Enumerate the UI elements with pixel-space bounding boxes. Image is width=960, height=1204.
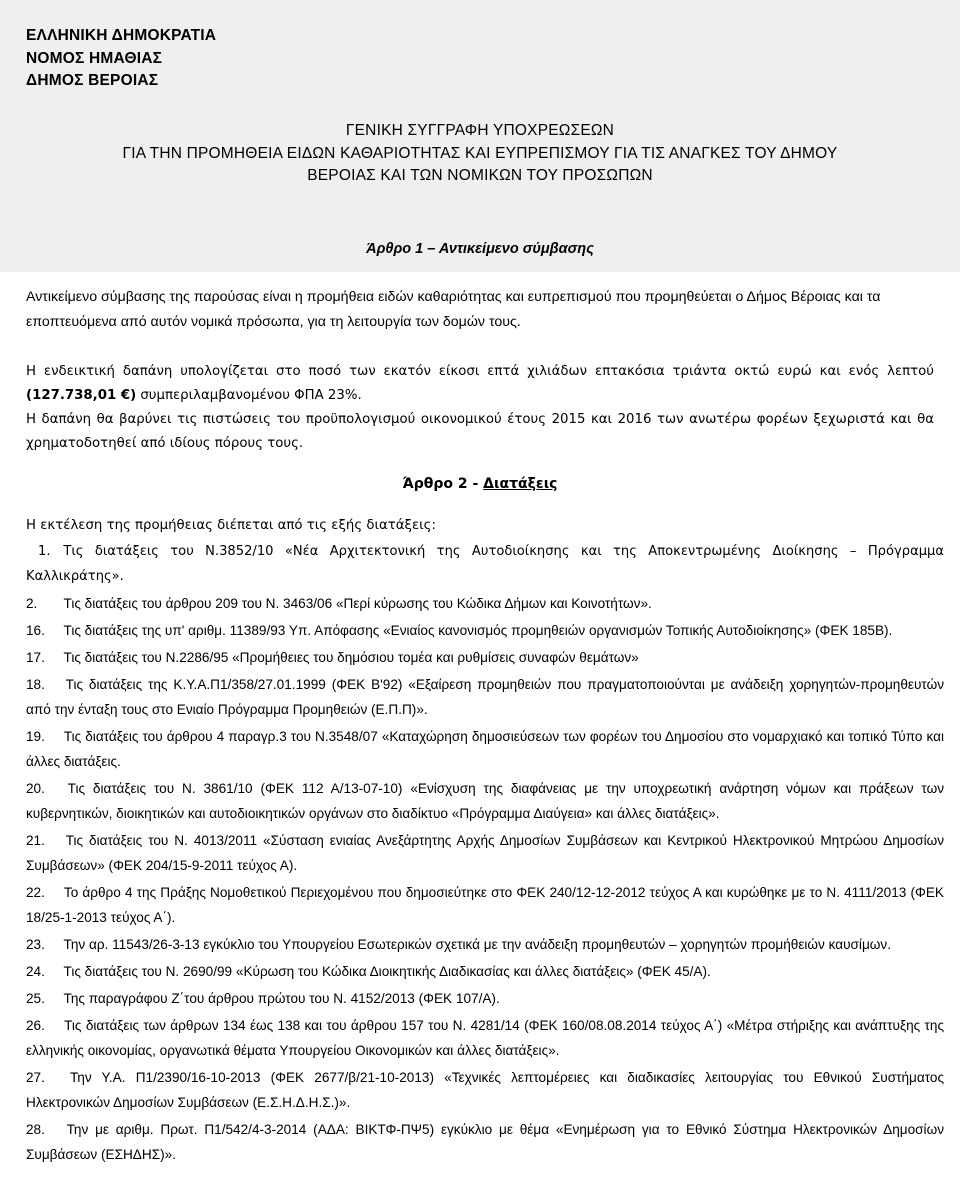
list-item-text: Τις διατάξεις του Ν. 4013/2011 «Σύσταση ενιαίας Ανεξάρτητης Αρχής Δημοσίων Συμβάσεων και Κεντρικού Ηλεκτρονικού Μητρώου Δημοσίων Συμβάσεων» (ΦΕΚ 204/15-9-2011 τεύχος Α). [26,833,945,873]
list-item-text: Τις διατάξεις του Ν.2286/95 «Προμήθειες του δημόσιου τομέα και ρυθμίσεις συναφών θεμάτων» [63,650,639,665]
list-item [26,932,944,957]
list-item-text: Τις διατάξεις του άρθρου 209 του Ν. 3463/06 «Περί κύρωσης του Κώδικα Δήμων και Κοινοτήτων». [63,596,652,611]
list-item [26,672,944,722]
list-item [26,591,944,616]
provisions-intro: Η εκτέλεση της προμήθειας διέπεται από τις εξής διατάξεις: [26,518,436,533]
list-item-number: 25. [26,991,45,1006]
cost-vat-note: συμπεριλαμβανομένου ΦΠΑ 23%. [136,388,362,403]
document-title [0,120,960,188]
title-line-3: ΒΕΡΟΙΑΣ ΚΑΙ ΤΩΝ ΝΟΜΙΚΩΝ ΤΟΥ ΠΡΟΣΩΠΩΝ [307,167,653,184]
header-line-prefecture: ΝΟΜΟΣ ΗΜΑΘΙΑΣ [26,49,163,67]
list-item-number: 23. [26,937,45,952]
list-item-number: 26. [26,1018,45,1033]
list-item [26,1117,944,1167]
list-item [26,618,944,643]
list-item-number: 22. [26,885,45,900]
list-item-text: Την Υ.Α. Π1/2390/16-10-2013 (ΦΕΚ 2677/β/21-10-2013) «Τεχνικές λεπτομέρειες και διαδικασίες λειτουργίας του Εθνικού Συστήματος Ηλεκτρονικών Δημοσίων Συμβάσεων (Ε.Σ.Η.Δ.Η.Σ.)». [26,1070,944,1110]
list-item [26,1013,944,1063]
list-item [26,539,944,589]
list-item [26,776,944,826]
issuer-header [26,25,216,93]
list-item-text: Τις διατάξεις του άρθρου 4 παραγρ.3 του Ν.3548/07 «Καταχώρηση δημοσιεύσεων των φορέων του Δημοσίου στο νομαρχιακό και τοπικό Τύπο και άλλες διατάξεις. [26,729,944,769]
list-item [26,1065,944,1115]
list-item-number: 24. [26,964,45,979]
budget-paragraph: Η δαπάνη θα βαρύνει τις πιστώσεις του προϋπολογισμού οικονομικού έτους 2015 και 2016 των ανωτέρω φορέων ξεχωριστά και θα χρηματοδοτηθεί από ιδίους πόρους τους. [26,412,934,451]
title-line-2: ΓΙΑ ΤΗΝ ΠΡΟΜΗΘΕΙΑ ΕΙΔΩΝ ΚΑΘΑΡΙΟΤΗΤΑΣ ΚΑΙ ΕΥΠΡΕΠΙΣΜΟΥ ΓΙΑ ΤΙΣ ΑΝΑΓΚΕΣ ΤΟΥ ΔΗΜΟΥ [122,144,838,162]
article-2-heading-word: Διατάξεις [483,476,558,492]
list-item [26,986,944,1011]
list-item-number: 1. [38,544,51,559]
article-1-heading: Άρθρο 1 – Αντικείμενο σύμβασης [366,241,594,257]
article-1-subject-paragraph [26,285,934,335]
list-item-number: 19. [26,729,45,744]
list-item-text: Τις διατάξεις του Ν. 2690/99 «Κύρωση του Κώδικα Διοικητικής Διαδικασίας και άλλες διατάξεις» (ΦΕΚ 45/Α). [63,964,711,979]
cost-amount: (127.738,01 €) [26,388,137,403]
title-line-1: ΓΕΝΙΚΗ ΣΥΓΓΡΑΦΗ ΥΠΟΧΡΕΩΣΕΩΝ [345,122,615,139]
cost-text: Η ενδεικτική δαπάνη υπολογίζεται στο ποσό των εκατόν είκοσι επτά χιλιάδων επτακόσια τριάντα οκτώ ευρώ και ενός λεπτού [26,364,934,379]
list-item-text: Τις διατάξεις της Κ.Υ.Α.Π1/358/27.01.1999 (ΦΕΚ Β'92) «Εξαίρεση προμηθειών που πραγματοποιούνται με ανάδειξη χορηγητών-προμηθευτών από την ένταξη τους στο Ενιαίο Πρόγραμμα Προμηθειών (Ε.Π.Π)». [26,677,945,717]
list-item-number: 2. [26,596,38,611]
list-item [26,828,944,878]
list-item-number: 16. [26,623,45,638]
list-item-text: Της παραγράφου Ζ΄του άρθρου πρώτου του Ν. 4152/2013 (ΦΕΚ 107/Α). [63,991,500,1006]
list-item-number: 27. [26,1070,45,1085]
article-1-cost-block [26,360,934,456]
list-item [26,880,944,930]
header-line-republic: ΕΛΛΗΝΙΚΗ ΔΗΜΟΚΡΑΤΙΑ [26,27,217,44]
list-item [26,645,944,670]
article-2-heading [0,472,960,496]
header-line-municipality: ΔΗΜΟΣ ΒΕΡΟΙΑΣ [26,72,159,89]
list-item [26,959,944,984]
list-item-number: 20. [26,781,45,796]
list-item-text: Τις διατάξεις των άρθρων 134 έως 138 και του άρθρου 157 του Ν. 4281/14 (ΦΕΚ 160/08.08.2014 τεύχος Α΄) «Μέτρα στήριξης και ανάπτυξης της ελληνικής οικονομίας, οργανωτικά θέματα Υπουργείου Οικονομικών και άλλες διατάξεις». [26,1018,945,1058]
list-item-number: 18. [26,677,45,692]
article-2-heading-prefix: Άρθρο 2 - [402,476,484,492]
cost-paragraph [26,360,934,408]
list-item-text: Τις διατάξεις του Ν. 3861/10 (ΦΕΚ 112 Α/13-07-10) «Ενίσχυση της διαφάνειας με την υποχρεωτική ανάρτηση νόμων και πράξεων των κυβερνητικών, διοικητικών και αυτοδιοικητικών οργάνων στο διαδίκτυο «Πρόγραμμα Διαύγεια» και άλλες διατάξεις». [26,781,945,821]
list-item [26,724,944,774]
list-item-text: Τις διατάξεις της υπ' αριθμ. 11389/93 Υπ. Απόφασης «Ενιαίος κανονισμός προμηθειών οργανισμών Τοπικής Αυτοδιοίκησης» (ΦΕΚ 185Β). [63,623,893,638]
list-item-text: Την με αριθμ. Πρωτ. Π1/542/4-3-2014 (ΑΔΑ: ΒΙΚΤΦ-ΠΨ5) εγκύκλιο με θέμα «Ενημέρωση για το Εθνικό Σύστημα Ηλεκτρονικών Δημοσίων Συμβάσεων (ΕΣΗΔΗΣ)». [26,1122,944,1162]
list-item-text: Το άρθρο 4 της Πράξης Νομοθετικού Περιεχομένου που δημοσιεύτηκε στο ΦΕΚ 240/12-12-2012 τεύχος Α και κυρώθηκε με το Ν. 4111/2013 (ΦΕΚ 18/25-1-2013 τεύχος Α΄). [26,885,944,925]
list-item-number: 17. [26,650,45,665]
list-item-number: 28. [26,1122,45,1137]
list-item-text: Την αρ. 11543/26-3-13 εγκύκλιο του Υπουργείου Εσωτερικών σχετικά με την ανάδειξη προμηθευτών – χορηγητών προμήθειών καυσίμων. [63,937,891,952]
list-item-text: Τις διατάξεις του Ν.3852/10 «Νέα Αρχιτεκτονική της Αυτοδιοίκησης και της Αποκεντρωμένης Διοίκησης – Πρόγραμμα Καλλικράτης». [26,544,944,584]
subject-text: Αντικείμενο σύμβασης της παρούσας είναι η προμήθεια ειδών καθαριότητας και ευπρεπισμού που προμηθεύεται ο Δήμος Βέροιας και τα εποπτευόμενα από αυτόν νομικά πρόσωπα, για τη λειτουργία των δομών τους. [26,289,881,330]
provisions-list [26,539,944,1169]
list-item-number: 21. [26,833,45,848]
